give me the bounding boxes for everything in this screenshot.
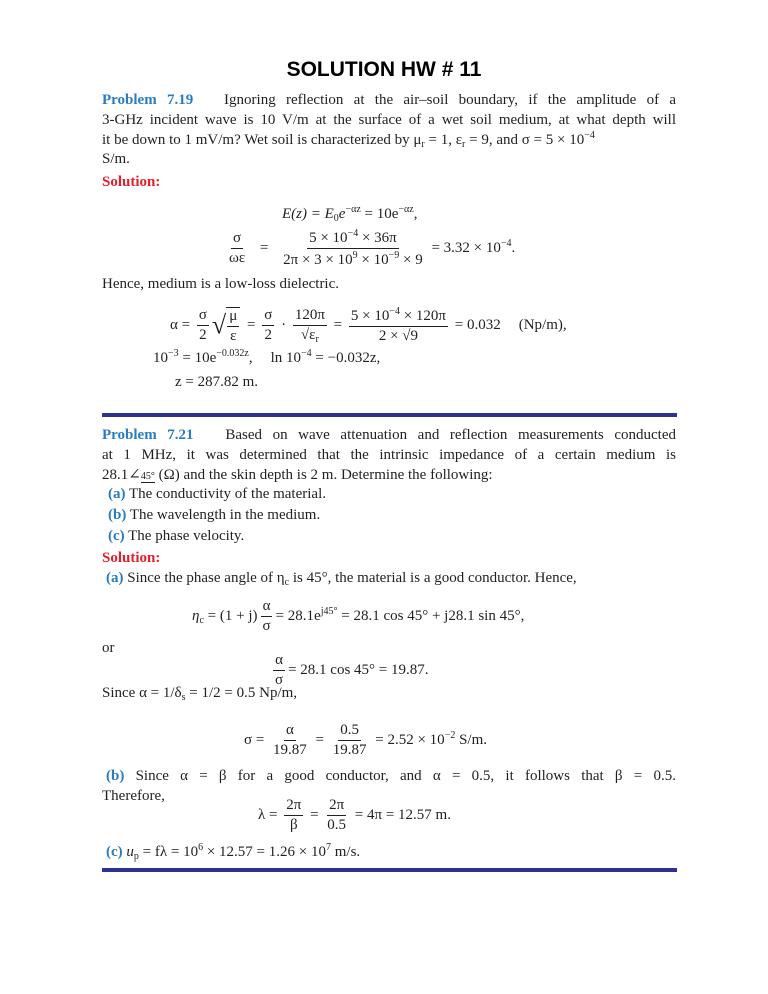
part-label: (c)	[106, 844, 123, 860]
problem-text: = 1, ε	[424, 132, 463, 148]
eq-part: Since the phase angle of η	[127, 570, 285, 586]
eq-part: .	[511, 239, 516, 256]
numerator	[349, 306, 448, 327]
eq-part: λ =	[258, 806, 278, 823]
equals: =	[310, 806, 319, 823]
problem-text: 28.1	[102, 467, 129, 483]
numerator	[307, 228, 399, 249]
denominator: ωε	[229, 250, 246, 266]
equation-loss-tangent	[224, 228, 515, 269]
part-c-text	[106, 842, 680, 862]
item-label: (b)	[108, 507, 127, 523]
sub: s	[181, 692, 186, 703]
eq-part: × 12.57 = 1.26 × 10	[203, 844, 326, 860]
eq-part: √ε	[300, 326, 316, 343]
sub: 0	[333, 213, 339, 224]
eq-part: = (1 + j)	[203, 607, 258, 624]
sup: 7	[325, 842, 331, 853]
solution-label: Solution:	[102, 174, 161, 190]
fraction	[260, 598, 272, 635]
denominator: 0.5	[327, 817, 347, 833]
sup: 6	[198, 842, 204, 853]
eq-part: = 1/2 = 0.5 Np/m,	[185, 685, 298, 701]
denominator: σ	[275, 672, 284, 688]
fraction	[226, 307, 240, 345]
fraction	[227, 230, 247, 267]
fraction	[281, 228, 425, 269]
fraction	[284, 797, 303, 834]
eq-part: = 10e	[360, 206, 399, 222]
fraction	[349, 306, 448, 345]
sub: p	[133, 851, 139, 862]
problem-719-line-4: S/m.	[102, 151, 130, 167]
eq-part: α =	[170, 316, 191, 333]
fraction	[325, 797, 348, 834]
equals: =	[247, 316, 256, 333]
numerator: α	[284, 722, 296, 741]
sup: 9	[352, 250, 358, 261]
numerator: 2π	[327, 797, 346, 816]
eq-part: = −0.032z,	[311, 350, 381, 366]
eq-part: = 28.1 cos 45° = 19.87.	[288, 661, 429, 678]
sup: −2	[444, 729, 456, 741]
sup: −4	[389, 306, 400, 317]
denominator: σ	[262, 618, 271, 634]
sup: −3	[168, 348, 179, 359]
unit: (Np/m),	[518, 316, 567, 333]
item-text: The conductivity of the material.	[128, 486, 326, 502]
hence-text: Hence, medium is a low-loss dielectric.	[102, 276, 340, 292]
section-divider	[102, 868, 677, 872]
equation-depth	[153, 348, 380, 368]
eq-part: Since α = 1/δ	[102, 685, 182, 701]
problem-721-line-2: at 1 MHz, it was determined that the intrinsic impedance of a certain medium is	[102, 447, 676, 463]
eq-part: is 45°, the material is a good conductor. Hence,	[289, 570, 577, 586]
sup: −0.032z	[216, 348, 249, 359]
numerator: σ	[262, 307, 274, 326]
sqrt-icon: √	[211, 310, 227, 340]
equals: =	[315, 731, 325, 748]
fraction	[331, 722, 369, 759]
denominator: 2	[199, 327, 207, 343]
angle-value: 45°	[140, 471, 155, 482]
sup: −4	[301, 348, 312, 359]
numerator: 0.5	[338, 722, 361, 741]
numerator: σ	[231, 230, 243, 249]
item-label: (c)	[108, 528, 125, 544]
sup: −4	[347, 228, 359, 239]
dot: ·	[281, 316, 287, 333]
fraction	[271, 722, 309, 759]
eq-part: 5 × 10	[309, 230, 348, 246]
sup: −αz	[398, 204, 414, 215]
eq-part: × 36π	[358, 230, 397, 246]
item-c	[108, 526, 682, 546]
eq-part: 5 × 10	[350, 308, 390, 324]
therefore-text: Therefore,	[102, 788, 165, 804]
numerator: μ	[227, 308, 239, 327]
since-alpha-text	[102, 683, 676, 703]
eq-part: = 0.032	[454, 316, 501, 333]
or-text: or	[102, 640, 115, 656]
eq-part: e	[338, 206, 346, 222]
part-a-text	[106, 568, 680, 588]
eq-part: ,	[413, 206, 418, 222]
sub: r	[421, 139, 425, 150]
equals: =	[333, 316, 343, 333]
eq-part: E(z) = E	[282, 206, 334, 222]
numerator: σ	[197, 307, 209, 326]
sup: −9	[388, 250, 400, 261]
eq-part: × 10	[357, 252, 389, 268]
sup: −αz	[345, 204, 361, 215]
sub: r	[315, 333, 319, 345]
sup: −4	[500, 237, 512, 249]
sub: c	[199, 614, 204, 626]
numerator: α	[261, 598, 273, 617]
item-b	[108, 505, 682, 525]
equation-e-field	[282, 204, 417, 224]
problem-719-line-2: 3-GHz incident wave is 10 V/m at the surface of a wet soil medium, at what depth will	[102, 112, 676, 128]
fraction	[262, 307, 274, 344]
section-divider	[102, 413, 677, 417]
unit: S/m.	[455, 731, 488, 748]
item-a	[108, 484, 682, 504]
denominator: 2 × √9	[378, 328, 419, 344]
equation-sigma	[244, 722, 487, 759]
eq-part: u	[126, 844, 134, 860]
equation-result-z: z = 287.82 m.	[175, 374, 259, 390]
eq-part: ,	[248, 350, 253, 366]
eq-part: σ =	[244, 731, 265, 748]
part-label: (a)	[106, 570, 124, 586]
numerator: α	[273, 652, 285, 671]
eq-part: × 9	[399, 252, 423, 268]
item-label: (a)	[108, 486, 126, 502]
fraction	[293, 307, 327, 345]
item-text: The wavelength in the medium.	[129, 507, 321, 523]
sub: r	[462, 139, 466, 150]
denominator: ε	[230, 327, 237, 344]
page-title: SOLUTION HW # 11	[286, 58, 482, 81]
eq-part: = 10e	[178, 350, 217, 366]
problem-text: it be down to 1 mV/m? Wet soil is characterized by μ	[102, 132, 422, 148]
eq-part: = 28.1e	[275, 607, 321, 624]
problem-719-line-3	[102, 130, 676, 150]
numerator: 2π	[284, 797, 303, 816]
problem-text: Based on wave attenuation and reflection measurements conducted	[225, 427, 676, 443]
eq-part: ln 10	[270, 350, 302, 366]
problem-719-line-1	[102, 90, 676, 110]
eq-part: = fλ = 10	[138, 844, 199, 860]
eq-part: Since α = β for a good conductor, and α = 0.5, it follows that β = 0.5.	[135, 768, 676, 784]
solution-label: Solution:	[102, 550, 161, 566]
eq-part: η	[192, 607, 200, 624]
equals: =	[259, 239, 269, 256]
sup: j45°	[320, 605, 338, 617]
numerator: 120π	[293, 307, 327, 326]
denominator: 19.87	[273, 742, 307, 758]
problem-721-line-1	[102, 425, 676, 445]
problem-721-label: Problem 7.21	[102, 427, 194, 443]
eq-part: = 3.32 × 10	[431, 239, 501, 256]
sub: c	[284, 577, 290, 588]
eq-part: = 4π = 12.57 m.	[354, 806, 451, 823]
eq-part: = 28.1 cos 45° + j28.1 sin 45°,	[337, 607, 525, 624]
equation-eta	[192, 598, 524, 635]
equation-lambda	[258, 797, 451, 834]
angle-icon: ∠	[128, 467, 141, 483]
eq-part: = 2.52 × 10	[375, 731, 445, 748]
denominator: 2	[264, 327, 273, 343]
part-b-text	[106, 766, 676, 786]
eq-part: 10	[153, 350, 168, 366]
denominator	[299, 326, 321, 345]
sup: −4	[584, 130, 595, 141]
denominator	[281, 249, 425, 269]
fraction	[197, 307, 209, 344]
item-text: The phase velocity.	[128, 528, 245, 544]
eq-part: × 120π	[399, 308, 447, 324]
eq-part: m/s.	[330, 844, 361, 860]
denominator: β	[289, 817, 298, 833]
problem-text: = 9, and σ = 5 × 10	[465, 132, 585, 148]
eq-part: 2π × 3 × 10	[283, 252, 353, 268]
problem-719-label: Problem 7.19	[102, 92, 194, 108]
equation-alpha	[170, 306, 567, 345]
part-label: (b)	[106, 768, 125, 784]
problem-text: Ignoring reflection at the air–soil boundary, if the amplitude of a	[224, 92, 676, 108]
problem-text: (Ω) and the skin depth is 2 m. Determine the following:	[154, 467, 493, 483]
denominator: 19.87	[332, 742, 367, 758]
